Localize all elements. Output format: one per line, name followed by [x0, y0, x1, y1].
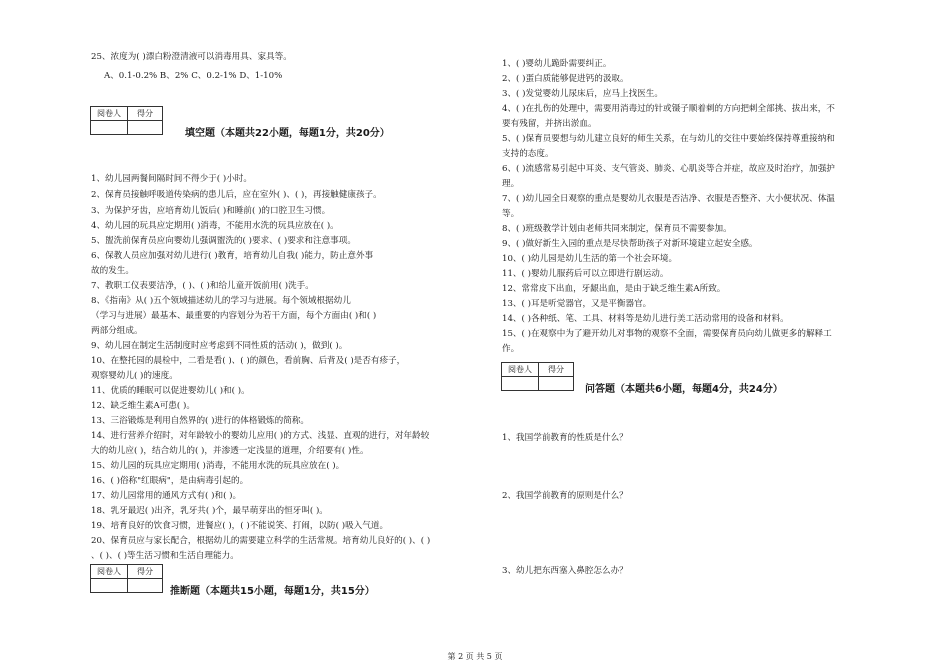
judge-line: 等。: [502, 209, 520, 219]
fill-line: 10、在整托园的晨检中，二看是看( )、( )的颜色，看前胸、后背及( )是否有疹子，: [91, 356, 406, 366]
fill-line: 7、教职工仪表要洁净，( )、( )和给儿童开饭前用( )洗手。: [91, 281, 314, 291]
judge-line: 理。: [502, 179, 520, 189]
q25-stem: 25、浓度为( )漂白粉澄清液可以消毒用具、家具等。: [91, 52, 292, 62]
judge-line: 15、( )在观察中为了避开幼儿对事物的观察不全面，需要保育员向幼儿做更多的解释工: [502, 329, 832, 339]
fill-line: 11、优质的睡眠可以促进婴幼儿( )和( )。: [91, 386, 250, 396]
fill-line: 大的幼儿应( )，结合幼儿的( )，并渗透一定浅显的道理，介绍要有( )性。: [91, 446, 369, 456]
fill-line: 2、保育员接触呼吸道传染病的患儿后，应在室外( )、( )，再接触健康孩子。: [91, 190, 382, 200]
fill-line: 15、幼儿园的玩具应定期用( )消毒，不能用水洗的玩具应放在( )。: [91, 461, 345, 471]
score-label: 得分: [539, 363, 574, 377]
judge-line: 1、( )婴幼儿跪卧需要纠正。: [502, 59, 612, 69]
fill-section-title: 填空题（本题共22小题，每题1分，共20分）: [185, 128, 390, 139]
reviewer-label: 阅卷人: [502, 363, 539, 377]
score-cell: [128, 579, 163, 593]
reviewer-cell: [502, 377, 539, 391]
fill-line: 4、幼儿园的玩具应定期用( )消毒，不能用水洗的玩具应放在( )。: [91, 221, 339, 231]
fill-line: 8、《指南》从( )五个领域描述幼儿的学习与进展。每个领域根据幼儿: [91, 296, 351, 306]
judge-line: 11、( )婴幼儿服药后可以立即进行剧运动。: [502, 269, 669, 279]
score-label: 得分: [128, 107, 163, 121]
fill-line: 12、缺乏维生素A可患( )。: [91, 401, 195, 411]
score-cell: [539, 377, 574, 391]
judge-line: 7、( )幼儿园全日观察的重点是婴幼儿衣服是否洁净、衣服是否整齐、大小便状况、体温: [502, 194, 835, 204]
judge-section-title: 推断题（本题共15小题，每题1分，共15分）: [170, 586, 375, 597]
judge-line: 3、( )发觉婴幼儿尿床后，应马上找医生。: [502, 89, 663, 99]
score-box-fill: [90, 106, 163, 135]
fill-line: 两部分组成。: [91, 326, 143, 336]
fill-line: 5、盥洗前保育员应向婴幼儿强调盥洗的( )要求、( )要求和注意事项。: [91, 236, 356, 246]
page-footer: 第 2 页 共 5 页: [447, 652, 503, 661]
fill-line: 故的发生。: [91, 266, 134, 276]
fill-line: 1、幼儿园两餐间隔时间不得少于( )小时。: [91, 174, 252, 184]
fill-line: 20、保育员应与家长配合，根据幼儿的需要建立科学的生活常规。培育幼儿良好的( )、( ): [91, 536, 431, 546]
judge-line: 8、( )班级教学计划由老师共同来制定，保育员不需要参加。: [502, 224, 732, 234]
judge-line: 12、常常皮下出血，牙龈出血，是由于缺乏维生素A所致。: [502, 284, 726, 294]
judge-line: 6、( )流感常易引起中耳炎、支气管炎、肺炎、心肌炎等合并症，故应及时治疗，加强护: [502, 164, 835, 174]
reviewer-label: 阅卷人: [91, 565, 128, 579]
judge-line: 10、( )幼儿园是幼儿生活的第一个社会环境。: [502, 254, 678, 264]
judge-line: 13、( )耳是听觉器官，又是平衡器官。: [502, 299, 652, 309]
score-label: 得分: [128, 565, 163, 579]
score-cell: [128, 121, 163, 135]
fill-line: 18、乳牙最迟( )出齐，乳牙共( )个，最早萌芽出的恒牙叫( )。: [91, 506, 328, 516]
fill-line: （学习与进展）最基本、最重要的内容划分为若干方面，每个方面由( )和( ): [91, 311, 377, 321]
judge-line: 5、( )保育员要想与幼儿建立良好的师生关系，在与幼儿的交往中要始终保持尊重接纳和: [502, 134, 835, 144]
fill-line: 9、幼儿园在制定生活制度时应考虑到不同性质的活动( )，做到( )。: [91, 341, 348, 351]
judge-line: 2、( )蛋白质能够促进钙的汲取。: [502, 74, 629, 84]
fill-line: 6、保教人员应加强对幼儿进行( )教育，培育幼儿自我( )能力，防止意外事: [91, 251, 374, 261]
qa-question: 3、幼儿把东西塞入鼻腔怎么办？: [502, 566, 628, 576]
qa-section-title: 问答题（本题共6小题，每题4分，共24分）: [585, 384, 783, 395]
fill-line: 3、为保护牙齿，应培育幼儿饭后( )和睡前( )的口腔卫生习惯。: [91, 206, 331, 216]
judge-line: 9、( )做好新生入园的重点是尽快帮助孩子对新环境建立起安全感。: [502, 239, 758, 249]
fill-line: 观察婴幼儿( )的速度。: [91, 371, 178, 381]
judge-line: 支持的态度。: [502, 149, 554, 159]
fill-line: 16、( )俗称"红眼病"，是由病毒引起的。: [91, 476, 249, 486]
judge-line: 要有残留，并挤出淤血。: [502, 119, 597, 129]
score-box-qa: [501, 362, 574, 391]
q25-options: A、0.1-0.2% B、2% C、0.2-1% D、1-10%: [104, 71, 283, 81]
reviewer-label: 阅卷人: [91, 107, 128, 121]
fill-line: 17、幼儿园常用的通风方式有( )和( )。: [91, 491, 242, 501]
reviewer-cell: [91, 579, 128, 593]
qa-question: 2、我国学前教育的原则是什么？: [502, 491, 628, 501]
judge-line: 作。: [502, 344, 520, 354]
judge-line: 4、( )在扎伤的处理中，需要用消毒过的针或镊子顺着刺的方向把刺全部挑、拔出来，不: [502, 104, 835, 114]
fill-line: 13、三浴锻炼是利用自然界的( )进行的体格锻炼的简称。: [91, 416, 310, 426]
fill-line: 、( )、( )等生活习惯和生活自理能力。: [91, 551, 239, 561]
reviewer-cell: [91, 121, 128, 135]
fill-line: 19、培育良好的饮食习惯，进餐应( )，( )不能说笑、打闹，以防( )吸入气道。: [91, 521, 389, 531]
qa-question: 1、我国学前教育的性质是什么？: [502, 433, 628, 443]
score-box-judge: [90, 564, 163, 593]
judge-line: 14、( )各种纸、笔、工具、材料等是幼儿进行美工活动常用的设备和材料。: [502, 314, 789, 324]
fill-line: 14、进行营养介绍时，对年龄较小的婴幼儿应用( )的方式、浅显、直观的进行，对年龄较: [91, 431, 430, 441]
